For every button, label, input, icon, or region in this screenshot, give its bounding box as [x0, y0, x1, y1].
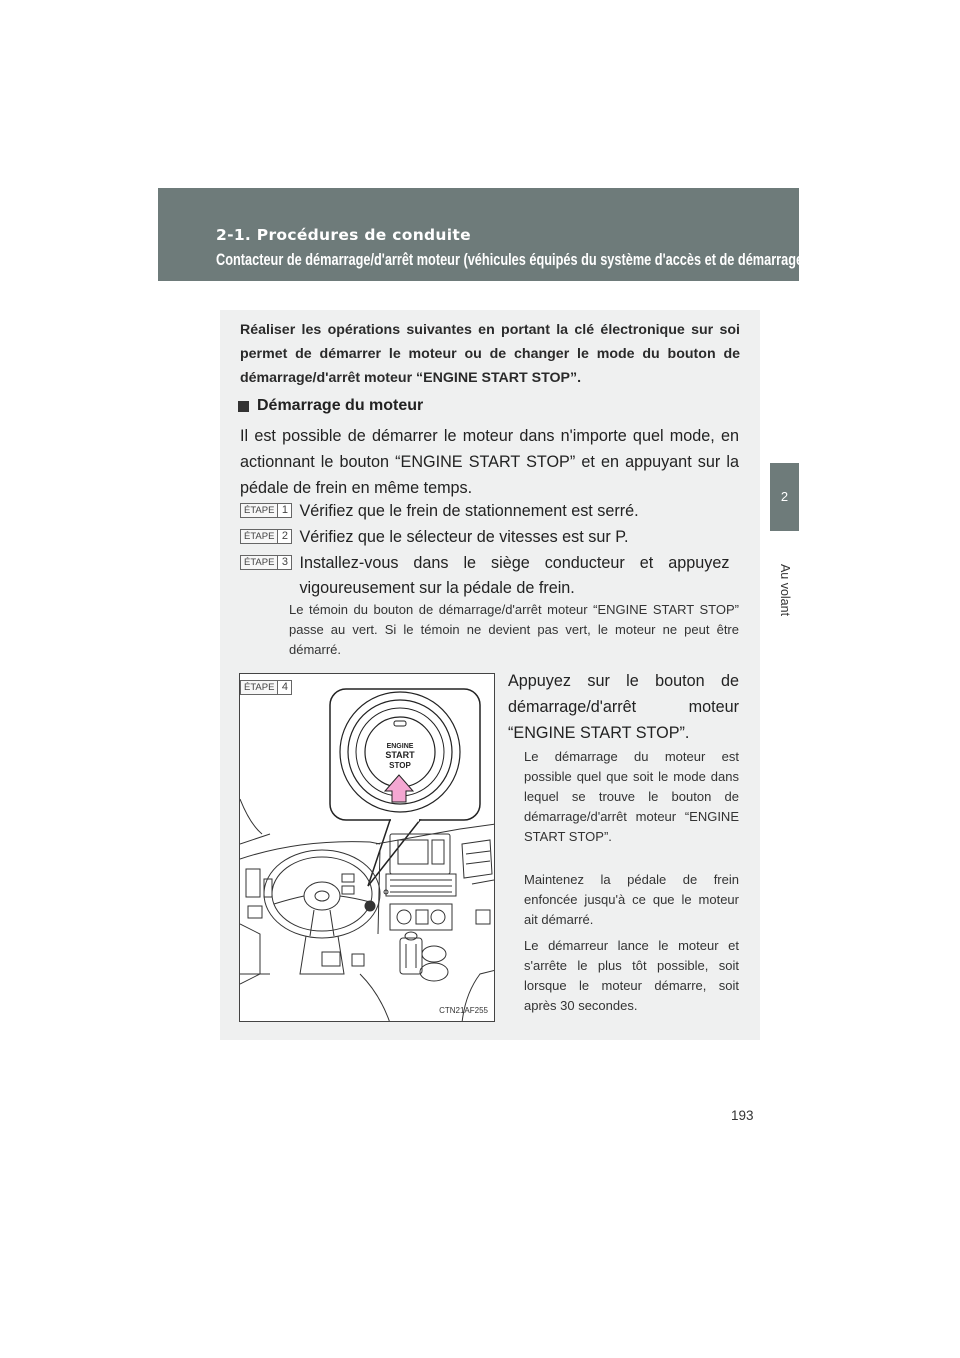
step-3-note: Le témoin du bouton de démarrage/d'arrêt moteur “ENGINE START STOP” passe au vert. Si le témoin ne devient pas vert, le moteur ne peut être démarré.: [289, 602, 739, 657]
step-badge: [240, 555, 292, 570]
section-body: Il est possible de démarrer le moteur dans n'importe quel mode, en actionnant le bouton “ENGINE START STOP” et en appuyant sur la pédale de frein en même temps.: [240, 427, 739, 497]
step-4-note-3: Le démarreur lance le moteur et s'arrête le plus tôt possible, soit lorsque le moteur démarre, soit après 30 secondes.: [524, 938, 739, 1013]
square-bullet-icon: [238, 401, 249, 412]
chapter-title: Contacteur de démarrage/d'arrêt moteur (véhicules équipés du système d'accès et de démarrage “mains libres”): [216, 250, 899, 269]
step-4-text: Appuyez sur le bouton de démarrage/d'arrêt moteur “ENGINE START STOP”.: [508, 672, 739, 742]
step-4-note-1: Le démarrage du moteur est possible quel que soit le mode dans lequel se trouve le bouton de démarrage/d'arrêt moteur “ENGINE START STOP”.: [524, 749, 739, 844]
chapter-tab: 2: [770, 463, 799, 531]
step-3: [240, 551, 729, 601]
step-badge: [240, 529, 292, 544]
step-badge-number: 3: [277, 556, 291, 569]
intro-paragraph: Réaliser les opérations suivantes en portant la clé électronique sur soi permet de démarrer le moteur ou de changer le mode du bouton de démarrage/d'arrêt moteur “ENGINE START STOP”.: [240, 322, 740, 386]
step-4-note-2: Maintenez la pédale de frein enfoncée jusqu'à ce que le moteur ait démarré.: [524, 872, 739, 927]
section-title: 2-1. Procédures de conduite: [216, 226, 471, 244]
page-header: [158, 188, 899, 281]
step-2: [240, 525, 628, 550]
step-badge-number: 4: [277, 681, 291, 694]
figure-code: CTN21AF255: [439, 1006, 488, 1015]
button-text-start: START: [385, 750, 415, 760]
step-badge-number: 1: [277, 504, 291, 517]
chapter-tab-label: Au volant: [778, 563, 792, 617]
dashboard-drawing: [240, 674, 495, 1022]
step-badge-label: ÉTAPE: [244, 557, 275, 568]
illustration-dashboard: [239, 673, 495, 1022]
step-badge: [240, 503, 292, 518]
step-badge-label: ÉTAPE: [244, 682, 275, 693]
step-text: Vérifiez que le sélecteur de vitesses est sur P.: [299, 528, 629, 546]
section-heading-text: Démarrage du moteur: [257, 397, 424, 414]
button-text-engine: ENGINE: [386, 743, 414, 750]
step-text: Vérifiez que le frein de stationnement est serré.: [299, 502, 639, 520]
step-1: [240, 499, 639, 524]
step-badge-label: ÉTAPE: [244, 531, 275, 542]
button-text-stop: STOP: [389, 761, 411, 770]
step-badge-number: 2: [277, 530, 291, 543]
page-number: 193: [731, 1108, 754, 1123]
step-text: Installez-vous dans le siège conducteur et appuyez vigoureusement sur la pédale de frein.: [299, 554, 730, 597]
section-heading: [238, 397, 423, 415]
step-badge-label: ÉTAPE: [244, 505, 275, 516]
